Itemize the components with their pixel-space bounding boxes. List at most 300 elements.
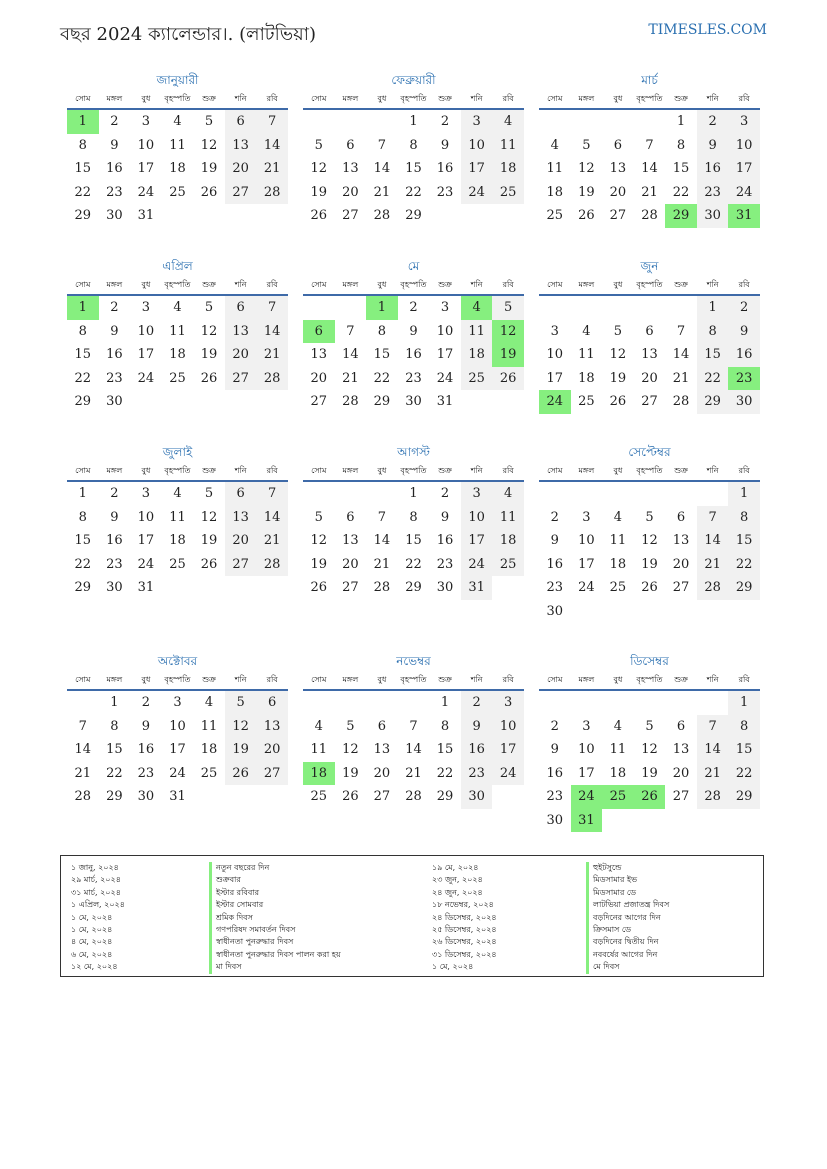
day-cell: 30 bbox=[405, 394, 422, 409]
day-cell: 2 bbox=[461, 691, 493, 715]
day-cell: 13 bbox=[641, 347, 658, 362]
day-cell: 8 bbox=[676, 137, 686, 153]
day-cell: 26 bbox=[609, 394, 627, 409]
day-cell: 24 bbox=[461, 181, 493, 205]
day-cell: 29 bbox=[405, 208, 422, 223]
legend-date: ১৮ নভেম্বর, ২০২৪ bbox=[432, 900, 494, 910]
legend-dates-col-1 bbox=[71, 862, 125, 974]
day-cell: 7 bbox=[256, 296, 288, 320]
day-cell: 9 bbox=[550, 742, 559, 757]
day-cell: 20 bbox=[672, 765, 690, 781]
month-name: সেপ্টেম্বর bbox=[628, 445, 671, 459]
weekday-label: বুধ bbox=[141, 675, 151, 684]
empty-day-cell bbox=[366, 691, 398, 715]
day-cell: 3 bbox=[492, 691, 524, 715]
weekday-label: সোম bbox=[311, 466, 327, 475]
day-grid bbox=[539, 110, 760, 228]
day-cell: 7 bbox=[697, 506, 729, 530]
day-cell: 1 bbox=[409, 486, 418, 501]
weekday-label: শুক্র bbox=[202, 280, 216, 289]
day-cell: 30 bbox=[106, 394, 123, 409]
month-calendar bbox=[303, 444, 524, 600]
day-cell: 26 bbox=[200, 556, 218, 572]
day-cell: 25 bbox=[492, 181, 524, 205]
legend-holiday-name: শুক্রবার bbox=[209, 874, 341, 886]
day-cell: 21 bbox=[373, 556, 391, 572]
day-cell: 12 bbox=[200, 137, 218, 153]
month-calendar bbox=[67, 653, 288, 809]
day-cell: 9 bbox=[461, 715, 493, 739]
day-cell: 10 bbox=[137, 509, 155, 525]
empty-day-cell bbox=[366, 110, 398, 134]
legend-names-col-1 bbox=[209, 862, 341, 974]
day-cell: 27 bbox=[373, 789, 391, 804]
day-cell: 24 bbox=[169, 765, 186, 781]
day-cell: 14 bbox=[697, 738, 729, 762]
day-cell: 28 bbox=[641, 208, 658, 223]
day-cell: 31 bbox=[436, 394, 454, 409]
day-cell: 13 bbox=[225, 320, 257, 344]
day-cell: 10 bbox=[137, 137, 155, 153]
day-cell: 28 bbox=[373, 580, 391, 595]
day-cell: 21 bbox=[697, 762, 729, 786]
day-cell: 27 bbox=[310, 394, 328, 409]
day-grid bbox=[67, 691, 288, 809]
day-cell: 27 bbox=[256, 762, 288, 786]
weekday-label: বুধ bbox=[613, 280, 623, 289]
day-cell: 20 bbox=[641, 370, 658, 386]
day-cell: 7 bbox=[346, 323, 355, 339]
weekday-label: রবি bbox=[266, 466, 278, 475]
day-cell: 19 bbox=[578, 184, 595, 200]
weekday-label: বুধ bbox=[613, 94, 623, 103]
weekday-label: বুধ bbox=[377, 466, 387, 475]
legend-names-col-2 bbox=[586, 862, 669, 974]
day-cell: 21 bbox=[405, 765, 422, 781]
empty-day-cell bbox=[697, 691, 729, 715]
day-cell: 27 bbox=[225, 367, 257, 391]
day-cell: 6 bbox=[303, 320, 335, 344]
day-cell: 14 bbox=[373, 161, 391, 176]
weekday-label: মঙ্গল bbox=[106, 466, 123, 475]
day-cell: 26 bbox=[641, 580, 658, 595]
day-cell: 26 bbox=[310, 580, 328, 595]
empty-day-cell bbox=[602, 482, 634, 506]
day-cell: 1 bbox=[67, 296, 99, 320]
day-cell: 20 bbox=[342, 184, 359, 200]
day-cell: 15 bbox=[728, 738, 760, 762]
day-cell: 5 bbox=[613, 323, 623, 339]
day-cell: 1 bbox=[440, 695, 450, 710]
day-cell: 20 bbox=[373, 765, 391, 781]
day-cell: 4 bbox=[613, 509, 623, 525]
weekday-label: রবি bbox=[266, 94, 278, 103]
day-cell: 18 bbox=[169, 347, 186, 362]
day-cell: 13 bbox=[225, 506, 257, 530]
day-cell: 19 bbox=[641, 765, 658, 781]
day-cell: 18 bbox=[578, 370, 595, 386]
weekday-label: রবি bbox=[266, 280, 278, 289]
day-cell: 7 bbox=[256, 482, 288, 506]
day-cell: 23 bbox=[728, 367, 760, 391]
empty-day-cell bbox=[539, 110, 571, 134]
day-cell: 21 bbox=[641, 184, 658, 200]
empty-day-cell bbox=[665, 482, 697, 506]
day-cell: 2 bbox=[550, 718, 559, 734]
day-cell: 17 bbox=[578, 765, 595, 781]
legend-holiday-name: স্বাধীনতা পুনরুদ্ধার দিবস bbox=[209, 936, 341, 948]
day-cell: 17 bbox=[436, 347, 454, 362]
month-name: ফেব্রুয়ারী bbox=[391, 73, 436, 87]
day-cell: 8 bbox=[377, 323, 387, 339]
weekday-label: শনি bbox=[234, 280, 247, 289]
day-cell: 6 bbox=[613, 137, 623, 153]
day-cell: 14 bbox=[697, 529, 729, 553]
day-cell: 4 bbox=[173, 300, 182, 315]
weekday-label: মঙ্গল bbox=[342, 280, 359, 289]
day-cell: 18 bbox=[200, 742, 218, 757]
day-cell: 29 bbox=[373, 394, 391, 409]
day-cell: 14 bbox=[373, 533, 391, 548]
day-cell: 6 bbox=[676, 509, 686, 525]
day-cell: 30 bbox=[436, 580, 454, 595]
day-cell: 27 bbox=[609, 208, 627, 223]
legend-holiday-name: হুইটসুন্ডে bbox=[586, 862, 669, 874]
day-cell: 17 bbox=[461, 529, 493, 553]
day-cell: 14 bbox=[672, 347, 690, 362]
weekday-header bbox=[67, 464, 288, 482]
day-cell: 23 bbox=[546, 789, 564, 804]
legend-holiday-name: বড়দিনের দ্বিতীয় দিন bbox=[586, 936, 669, 948]
weekday-label: বুধ bbox=[141, 280, 151, 289]
day-cell: 7 bbox=[78, 718, 87, 734]
day-cell: 5 bbox=[314, 509, 323, 525]
legend-holiday-name: মিডসামার ডে bbox=[586, 887, 669, 899]
day-cell: 9 bbox=[440, 509, 450, 525]
day-cell: 12 bbox=[200, 509, 218, 525]
day-cell: 27 bbox=[342, 208, 359, 223]
day-cell: 23 bbox=[461, 762, 493, 786]
weekday-label: সোম bbox=[75, 675, 91, 684]
weekday-label: মঙ্গল bbox=[106, 94, 123, 103]
day-grid bbox=[539, 691, 760, 832]
day-cell: 25 bbox=[492, 553, 524, 577]
day-cell: 11 bbox=[578, 347, 595, 362]
day-cell: 27 bbox=[641, 394, 658, 409]
legend-date: ১ এপ্রিল, ২০২৪ bbox=[71, 900, 125, 910]
day-cell: 28 bbox=[405, 789, 422, 804]
day-cell: 4 bbox=[550, 137, 559, 153]
day-cell: 29 bbox=[74, 580, 92, 595]
day-cell: 9 bbox=[110, 137, 119, 153]
day-cell: 30 bbox=[137, 789, 155, 804]
weekday-label: শুক্র bbox=[438, 466, 452, 475]
day-cell: 19 bbox=[609, 370, 627, 386]
day-cell: 21 bbox=[256, 157, 288, 181]
day-cell: 24 bbox=[436, 370, 454, 386]
day-cell: 10 bbox=[461, 506, 493, 530]
legend-date: ১ জানু, ২০২৪ bbox=[71, 863, 119, 872]
day-cell: 22 bbox=[728, 553, 760, 577]
day-cell: 22 bbox=[728, 762, 760, 786]
day-cell: 18 bbox=[492, 157, 524, 181]
day-cell: 11 bbox=[169, 137, 186, 153]
day-cell: 15 bbox=[405, 533, 422, 548]
day-cell: 24 bbox=[137, 370, 155, 386]
weekday-header bbox=[67, 278, 288, 296]
day-cell: 7 bbox=[645, 137, 654, 153]
day-cell: 28 bbox=[74, 789, 92, 804]
day-cell: 14 bbox=[342, 347, 359, 362]
day-cell: 10 bbox=[137, 323, 155, 339]
day-cell: 25 bbox=[461, 367, 493, 391]
day-cell: 23 bbox=[405, 370, 422, 386]
day-cell: 23 bbox=[436, 184, 454, 200]
day-cell: 2 bbox=[697, 110, 729, 134]
day-cell: 16 bbox=[546, 556, 564, 572]
day-cell: 7 bbox=[409, 718, 418, 734]
day-cell: 26 bbox=[492, 367, 524, 391]
day-cell: 19 bbox=[492, 343, 524, 367]
day-cell: 24 bbox=[492, 762, 524, 786]
month-calendar bbox=[539, 653, 760, 832]
day-cell: 12 bbox=[492, 320, 524, 344]
weekday-label: মঙ্গল bbox=[342, 675, 359, 684]
day-cell: 3 bbox=[141, 486, 151, 501]
day-cell: 5 bbox=[204, 486, 214, 501]
day-cell: 28 bbox=[256, 367, 288, 391]
day-cell: 9 bbox=[728, 320, 760, 344]
day-cell: 11 bbox=[546, 161, 564, 176]
day-cell: 29 bbox=[728, 576, 760, 600]
month-name: জুন bbox=[640, 259, 659, 273]
day-cell: 18 bbox=[169, 161, 186, 176]
day-cell: 16 bbox=[436, 533, 454, 548]
day-cell: 12 bbox=[641, 742, 658, 757]
day-cell: 8 bbox=[78, 323, 87, 339]
month-calendar bbox=[67, 72, 288, 228]
day-cell: 5 bbox=[225, 691, 257, 715]
day-cell: 25 bbox=[169, 556, 186, 572]
legend-date: ৪ মে, ২০২৪ bbox=[71, 937, 113, 947]
day-cell: 17 bbox=[546, 370, 564, 386]
weekday-label: শুক্র bbox=[674, 466, 688, 475]
day-cell: 15 bbox=[436, 742, 454, 757]
day-cell: 2 bbox=[110, 486, 119, 501]
day-cell: 31 bbox=[571, 809, 603, 833]
day-cell: 23 bbox=[106, 370, 123, 386]
day-cell: 17 bbox=[137, 533, 155, 548]
weekday-label: রবি bbox=[502, 675, 514, 684]
weekday-label: রবি bbox=[738, 466, 750, 475]
weekday-header bbox=[539, 92, 760, 110]
day-cell: 19 bbox=[342, 765, 359, 781]
day-cell: 19 bbox=[200, 161, 218, 176]
day-cell: 13 bbox=[256, 715, 288, 739]
day-cell: 29 bbox=[74, 394, 92, 409]
weekday-header bbox=[67, 673, 288, 691]
month-name: ডিসেম্বর bbox=[630, 654, 669, 668]
weekday-label: সোম bbox=[75, 280, 91, 289]
weekday-label: সোম bbox=[547, 675, 563, 684]
weekday-label: রবি bbox=[502, 466, 514, 475]
day-cell: 15 bbox=[672, 161, 690, 176]
day-cell: 21 bbox=[256, 529, 288, 553]
weekday-label: শনি bbox=[706, 280, 719, 289]
day-cell: 13 bbox=[225, 134, 257, 158]
day-cell: 16 bbox=[461, 738, 493, 762]
day-cell: 11 bbox=[200, 718, 218, 734]
weekday-label: বুধ bbox=[141, 94, 151, 103]
day-cell: 8 bbox=[440, 718, 450, 734]
legend-holiday-name: ক্রিসমাস ডে bbox=[586, 924, 669, 936]
day-cell: 25 bbox=[200, 765, 218, 781]
day-cell: 2 bbox=[440, 486, 450, 501]
day-cell: 11 bbox=[461, 320, 493, 344]
day-cell: 5 bbox=[204, 114, 214, 129]
day-cell: 1 bbox=[697, 296, 729, 320]
legend-date: ২৬ ডিসেম্বর, ২০২৪ bbox=[432, 937, 497, 947]
day-cell: 17 bbox=[461, 157, 493, 181]
day-cell: 11 bbox=[310, 742, 328, 757]
day-cell: 21 bbox=[697, 553, 729, 577]
day-cell: 17 bbox=[169, 742, 186, 757]
day-cell: 24 bbox=[728, 181, 760, 205]
site-link[interactable]: TIMESLES.COM bbox=[648, 22, 767, 38]
day-cell: 22 bbox=[74, 370, 92, 386]
day-grid bbox=[303, 691, 524, 809]
day-cell: 26 bbox=[634, 785, 666, 809]
weekday-label: শনি bbox=[470, 466, 483, 475]
day-grid bbox=[539, 296, 760, 414]
weekday-label: শনি bbox=[234, 466, 247, 475]
day-cell: 12 bbox=[342, 742, 359, 757]
day-cell: 5 bbox=[645, 509, 654, 525]
empty-day-cell bbox=[571, 296, 603, 320]
day-cell: 4 bbox=[173, 486, 182, 501]
empty-day-cell bbox=[335, 110, 367, 134]
empty-day-cell bbox=[665, 296, 697, 320]
page-title: বছর 2024 ক্যালেন্ডার।. (লাটভিয়া) bbox=[60, 24, 316, 45]
day-cell: 8 bbox=[728, 506, 760, 530]
day-cell: 6 bbox=[256, 691, 288, 715]
month-calendar bbox=[67, 444, 288, 600]
day-cell: 11 bbox=[609, 533, 627, 548]
day-cell: 31 bbox=[137, 208, 155, 223]
day-cell: 16 bbox=[436, 161, 454, 176]
month-calendar bbox=[539, 444, 760, 623]
day-cell: 28 bbox=[672, 394, 690, 409]
day-cell: 20 bbox=[342, 556, 359, 572]
day-cell: 19 bbox=[200, 347, 218, 362]
weekday-label: সোম bbox=[547, 466, 563, 475]
day-cell: 16 bbox=[728, 343, 760, 367]
day-cell: 9 bbox=[550, 533, 559, 548]
weekday-label: শুক্র bbox=[438, 94, 452, 103]
weekday-header bbox=[539, 464, 760, 482]
weekday-label: মঙ্গল bbox=[106, 280, 123, 289]
day-cell: 4 bbox=[492, 110, 524, 134]
weekday-label: বৃহস্পতি bbox=[164, 675, 191, 684]
day-cell: 20 bbox=[672, 556, 690, 572]
day-cell: 4 bbox=[314, 718, 323, 734]
empty-day-cell bbox=[303, 110, 335, 134]
weekday-label: রবি bbox=[738, 94, 750, 103]
day-cell: 28 bbox=[256, 553, 288, 577]
empty-day-cell bbox=[634, 110, 666, 134]
weekday-label: মঙ্গল bbox=[342, 466, 359, 475]
day-grid bbox=[539, 482, 760, 623]
legend-date: ৬ মে, ২০২৪ bbox=[71, 949, 113, 959]
legend-date: ১ মে, ২০২৪ bbox=[71, 924, 113, 934]
empty-day-cell bbox=[571, 691, 603, 715]
weekday-label: বৃহস্পতি bbox=[400, 466, 427, 475]
day-cell: 17 bbox=[137, 161, 155, 176]
day-cell: 5 bbox=[645, 718, 654, 734]
day-cell: 28 bbox=[697, 576, 729, 600]
day-cell: 21 bbox=[373, 184, 391, 200]
month-calendar bbox=[303, 258, 524, 414]
empty-day-cell bbox=[335, 296, 367, 320]
day-cell: 14 bbox=[74, 742, 92, 757]
day-cell: 13 bbox=[609, 161, 627, 176]
day-grid bbox=[303, 110, 524, 228]
day-cell: 26 bbox=[310, 208, 328, 223]
day-cell: 5 bbox=[346, 718, 355, 734]
day-cell: 31 bbox=[169, 789, 186, 804]
month-calendar bbox=[539, 72, 760, 228]
day-cell: 21 bbox=[256, 343, 288, 367]
month-name: অক্টোবর bbox=[157, 654, 198, 668]
legend-holiday-name: শ্রমিক দিবস bbox=[209, 912, 341, 924]
weekday-label: বৃহস্পতি bbox=[400, 94, 427, 103]
day-cell: 14 bbox=[256, 134, 288, 158]
day-cell: 14 bbox=[256, 506, 288, 530]
weekday-label: সোম bbox=[311, 280, 327, 289]
empty-day-cell bbox=[571, 110, 603, 134]
day-cell: 3 bbox=[582, 718, 591, 734]
weekday-label: শনি bbox=[234, 94, 247, 103]
month-calendar bbox=[539, 258, 760, 414]
day-cell: 3 bbox=[440, 300, 450, 315]
weekday-header bbox=[303, 464, 524, 482]
day-cell: 5 bbox=[314, 137, 323, 153]
legend-date: ৩১ মার্চ, ২০২৪ bbox=[71, 887, 121, 897]
day-cell: 6 bbox=[676, 718, 686, 734]
weekday-label: বৃহস্পতি bbox=[636, 466, 663, 475]
day-cell: 28 bbox=[373, 208, 391, 223]
month-name: নভেম্বর bbox=[396, 654, 431, 668]
day-cell: 10 bbox=[461, 134, 493, 158]
day-cell: 2 bbox=[409, 300, 418, 315]
day-cell: 24 bbox=[461, 553, 493, 577]
weekday-label: শনি bbox=[706, 466, 719, 475]
empty-day-cell bbox=[539, 482, 571, 506]
day-cell: 4 bbox=[613, 718, 623, 734]
day-cell: 14 bbox=[405, 742, 422, 757]
day-cell: 13 bbox=[342, 533, 359, 548]
weekday-label: সোম bbox=[75, 466, 91, 475]
day-cell: 7 bbox=[697, 715, 729, 739]
weekday-label: শনি bbox=[706, 94, 719, 103]
day-cell: 13 bbox=[373, 742, 391, 757]
weekday-label: সোম bbox=[547, 280, 563, 289]
weekday-label: শনি bbox=[470, 94, 483, 103]
day-cell: 22 bbox=[405, 556, 422, 572]
day-cell: 31 bbox=[461, 576, 493, 600]
day-cell: 14 bbox=[256, 320, 288, 344]
day-cell: 16 bbox=[405, 347, 422, 362]
